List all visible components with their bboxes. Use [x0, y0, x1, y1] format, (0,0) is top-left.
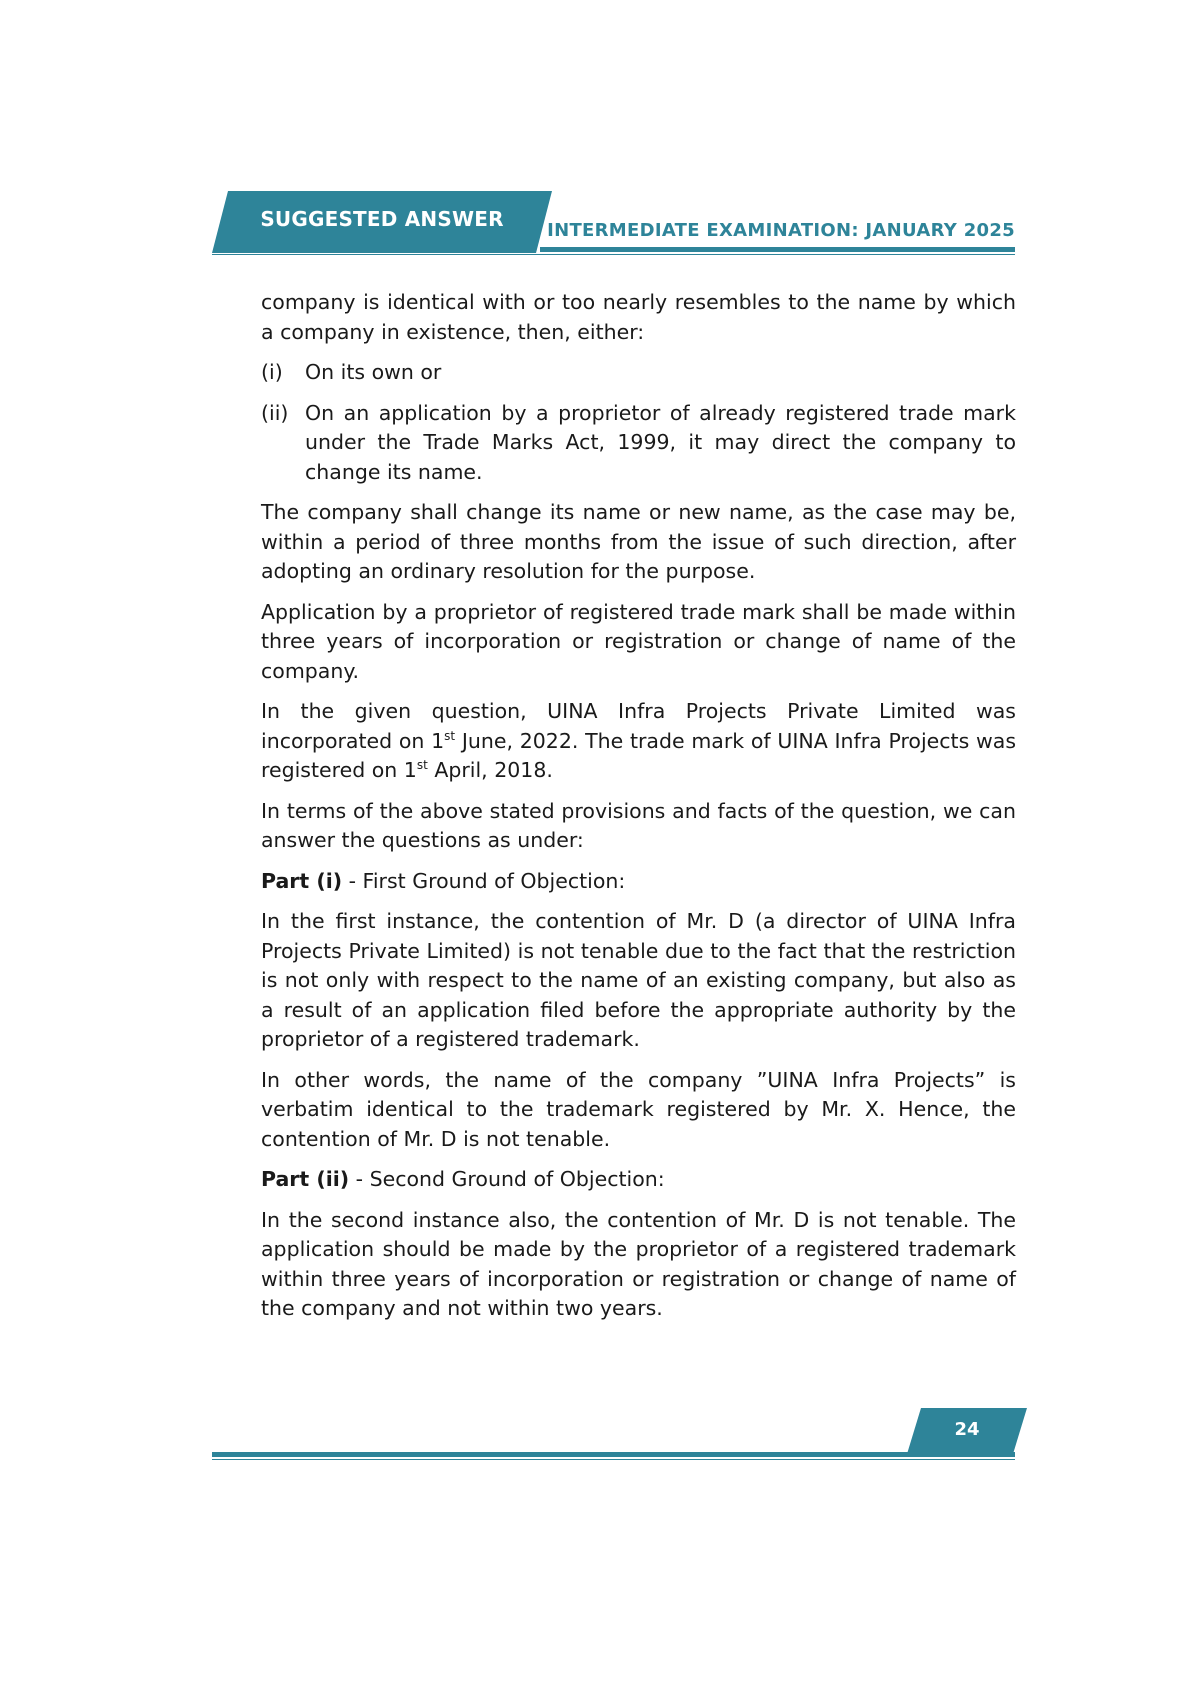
part-2-label: Part (ii): [261, 1167, 350, 1191]
list-item: [261, 399, 1016, 488]
paragraph-4-part-a: In the given question, UINA Infra Projects Private Limited was incorporated on 1: [261, 699, 1016, 753]
part-2-heading: [261, 1165, 1016, 1195]
list-item: [261, 358, 1016, 388]
list-item-text: On an application by a proprietor of already registered trade mark under the Trade Marks Act, 1999, it may direct the company to change its name.: [305, 400, 1016, 484]
header-rule-thick: [540, 247, 1015, 252]
paragraph-4: [261, 697, 1016, 786]
list-item-number: (ii): [261, 400, 289, 425]
footer-rule-thin: [212, 1459, 1015, 1460]
header-tab-label: SUGGESTED ANSWER: [260, 207, 504, 231]
part-1-heading: [261, 867, 1016, 897]
part-2-title: - Second Ground of Objection:: [349, 1167, 665, 1191]
paragraph-1: company is identical with or too nearly resembles to the name by which a company in existence, then, either:: [261, 290, 1016, 344]
exam-title: INTERMEDIATE EXAMINATION: JANUARY 2025: [547, 220, 1015, 241]
header-rule-thin: [212, 254, 1015, 255]
page-number: 24: [954, 1418, 980, 1440]
paragraph-4-part-b: June, 2022. The trade mark of UINA Infra Projects was registered on 1: [261, 728, 1016, 782]
part-1-title: - First Ground of Objection:: [342, 868, 626, 893]
paragraph-3: Application by a proprietor of registered trade mark shall be made within three years of incorporation or registration or change of name of the company.: [261, 599, 1016, 683]
page-content: [261, 288, 1016, 1335]
list-item-text: On its own or: [305, 360, 442, 384]
paragraph-5: In terms of the above stated provisions and facts of the question, we can answer the questions as under:: [261, 798, 1016, 852]
part-1-label: Part (i): [261, 868, 343, 893]
footer-rule-thick: [212, 1452, 1015, 1457]
paragraph-4-part-c: April, 2018.: [427, 758, 553, 782]
paragraph-7: In other words, the name of the company ”UINA Infra Projects” is verbatim identical to the trademark registered by Mr. X. Hence, the contention of Mr. D is not tenable.: [261, 1067, 1016, 1151]
paragraph-8: In the second instance also, the contention of Mr. D is not tenable. The application should be made by the proprietor of a registered trademark within three years of incorporation or registration or change of name of the company and not within two years.: [261, 1207, 1016, 1320]
paragraph-2: The company shall change its name or new name, as the case may be, within a period of three months from the issue of such direction, after adopting an ordinary resolution for the purpose.: [261, 500, 1016, 583]
ordinal-suffix: st: [444, 728, 456, 743]
ordinal-suffix: st: [416, 758, 428, 772]
list-item-number: (i): [261, 360, 283, 384]
paragraph-6: In the first instance, the contention of Mr. D (a director of UINA Infra Projects Private Limited) is not tenable due to the fact that the restriction is not only with respect to the name of an existing company, but also as a result of an application filed before the appropriate authority by the proprietor of a registered trademark.: [261, 909, 1016, 1051]
